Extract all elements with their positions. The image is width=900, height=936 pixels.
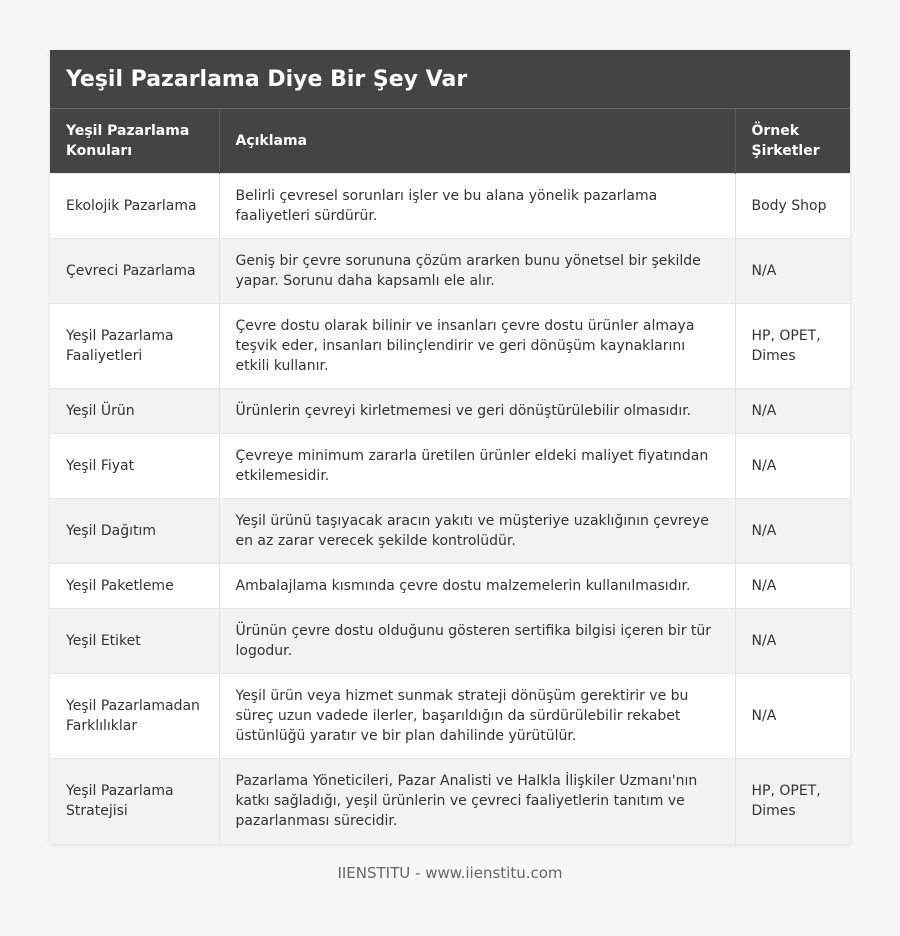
table-row (50, 674, 850, 759)
description-cell: Belirli çevresel sorunları işler ve bu alana yönelik pazarlama faaliyetleri sürdürür. (219, 174, 735, 239)
description-cell: Ambalajlama kısmında çevre dostu malzemelerin kullanılmasıdır. (219, 564, 735, 609)
description-cell: Ürünlerin çevreyi kirletmemesi ve geri dönüştürülebilir olmasıdır. (219, 389, 735, 434)
column-header-description: Açıklama (219, 109, 735, 174)
description-cell: Yeşil ürün veya hizmet sunmak strateji dönüşüm gerektirir ve bu süreç uzun vadede ilerler, başarıldığın da sürdürülebilir rekabet üstünlüğü yaratır ve bir plan dahilinde yürütülür. (219, 674, 735, 759)
companies-cell: Body Shop (735, 174, 850, 239)
footer-credit: IIENSTITU - www.iienstitu.com (337, 864, 563, 882)
topic-cell: Çevreci Pazarlama (50, 239, 219, 304)
topic-cell: Yeşil Pazarlamadan Farklılıklar (50, 674, 219, 759)
green-marketing-table (50, 109, 850, 844)
table-row (50, 174, 850, 239)
table-title-bar (50, 50, 850, 109)
table-row (50, 609, 850, 674)
topic-cell: Ekolojik Pazarlama (50, 174, 219, 239)
companies-cell: N/A (735, 674, 850, 759)
table-row (50, 499, 850, 564)
column-header-companies: Örnek Şirketler (735, 109, 850, 174)
description-cell: Geniş bir çevre sorununa çözüm ararken bunu yönetsel bir şekilde yapar. Sorunu daha kapsamlı ele alır. (219, 239, 735, 304)
description-cell: Pazarlama Yöneticileri, Pazar Analisti ve Halkla İlişkiler Uzmanı'nın katkı sağladığı, yeşil ürünlerin ve çevreci faaliyetlerin tanıtım ve pazarlanması sürecidir. (219, 759, 735, 844)
description-cell: Çevre dostu olarak bilinir ve insanları çevre dostu ürünler almaya teşvik eder, insanları bilinçlendirir ve geri dönüşüm kaynaklarını etkili kullanır. (219, 304, 735, 389)
table-row (50, 304, 850, 389)
companies-cell: N/A (735, 389, 850, 434)
companies-cell: N/A (735, 239, 850, 304)
companies-cell: N/A (735, 434, 850, 499)
topic-cell: Yeşil Fiyat (50, 434, 219, 499)
companies-cell: HP, OPET, Dimes (735, 304, 850, 389)
table-title: Yeşil Pazarlama Diye Bir Şey Var (66, 66, 468, 92)
topic-cell: Yeşil Ürün (50, 389, 219, 434)
topic-cell: Yeşil Pazarlama Stratejisi (50, 759, 219, 844)
companies-cell: N/A (735, 499, 850, 564)
topic-cell: Yeşil Paketleme (50, 564, 219, 609)
description-cell: Çevreye minimum zararla üretilen ürünler eldeki maliyet fiyatından etkilemesidir. (219, 434, 735, 499)
header-row (50, 109, 850, 174)
table-row (50, 239, 850, 304)
table-card (50, 50, 850, 844)
companies-cell: N/A (735, 564, 850, 609)
table-row (50, 564, 850, 609)
companies-cell: HP, OPET, Dimes (735, 759, 850, 844)
table-row (50, 389, 850, 434)
column-header-topic: Yeşil Pazarlama Konuları (50, 109, 219, 174)
topic-cell: Yeşil Pazarlama Faaliyetleri (50, 304, 219, 389)
description-cell: Ürünün çevre dostu olduğunu gösteren sertifika bilgisi içeren bir tür logodur. (219, 609, 735, 674)
topic-cell: Yeşil Etiket (50, 609, 219, 674)
description-cell: Yeşil ürünü taşıyacak aracın yakıtı ve müşteriye uzaklığının çevreye en az zarar verecek şekilde kontrolüdür. (219, 499, 735, 564)
companies-cell: N/A (735, 609, 850, 674)
topic-cell: Yeşil Dağıtım (50, 499, 219, 564)
table-row (50, 759, 850, 844)
table-row (50, 434, 850, 499)
